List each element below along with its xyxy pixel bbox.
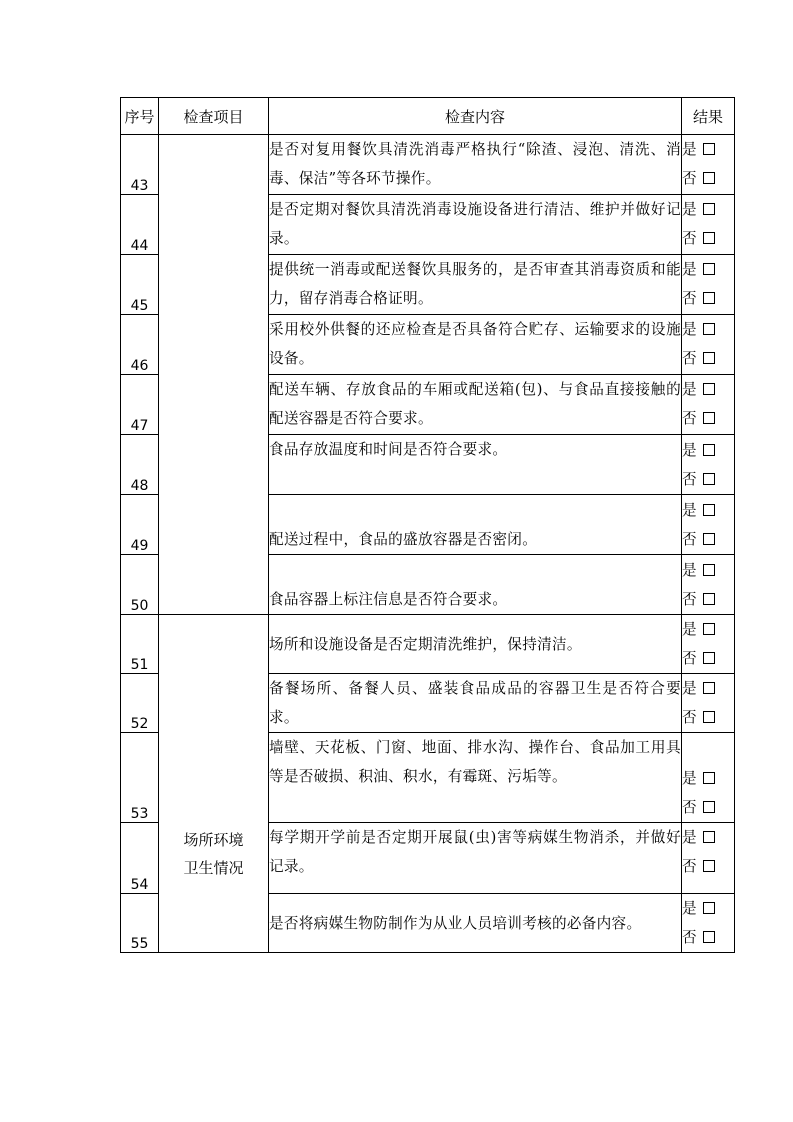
table-row xyxy=(121,615,735,674)
no-label: 否 xyxy=(682,929,697,946)
yes-label: 是 xyxy=(682,621,697,638)
result-options xyxy=(682,255,735,315)
no-checkbox[interactable] xyxy=(703,292,715,304)
result-yes[interactable] xyxy=(682,315,734,344)
yes-checkbox[interactable] xyxy=(703,323,715,335)
yes-label: 是 xyxy=(682,321,697,338)
check-content: 提供统一消毒或配送餐饮具服务的，是否审查其消毒资质和能力，留存消毒合格证明。 xyxy=(269,255,682,315)
no-label: 否 xyxy=(682,858,697,875)
result-options xyxy=(682,894,735,953)
header-num: 序号 xyxy=(121,98,159,135)
header-content: 检查内容 xyxy=(269,98,682,135)
result-yes[interactable] xyxy=(682,135,734,164)
result-no[interactable] xyxy=(682,585,734,614)
result-options xyxy=(682,195,735,255)
check-content: 备餐场所、备餐人员、盛装食品成品的容器卫生是否符合要求。 xyxy=(269,674,682,733)
result-options xyxy=(682,435,735,495)
no-checkbox[interactable] xyxy=(703,352,715,364)
check-content: 场所和设施设备是否定期清洗维护，保持清洁。 xyxy=(269,615,682,674)
no-label: 否 xyxy=(682,471,697,488)
row-number: 55 xyxy=(121,894,159,953)
row-number: 53 xyxy=(121,733,159,823)
result-yes[interactable] xyxy=(682,195,734,224)
yes-label: 是 xyxy=(682,381,697,398)
yes-label: 是 xyxy=(682,680,697,697)
result-options xyxy=(682,823,735,894)
no-label: 否 xyxy=(682,591,697,608)
check-content: 是否对复用餐饮具清洗消毒严格执行“除渣、浸泡、清洗、消毒、保洁”等各环节操作。 xyxy=(269,135,682,195)
row-number: 54 xyxy=(121,823,159,894)
result-yes[interactable] xyxy=(682,764,734,793)
no-checkbox[interactable] xyxy=(703,232,715,244)
row-number: 51 xyxy=(121,615,159,674)
row-number: 45 xyxy=(121,255,159,315)
result-options xyxy=(682,733,735,823)
no-label: 否 xyxy=(682,350,697,367)
result-no[interactable] xyxy=(682,224,734,253)
result-no[interactable] xyxy=(682,644,734,673)
result-no[interactable] xyxy=(682,703,734,732)
no-checkbox[interactable] xyxy=(703,801,715,813)
no-checkbox[interactable] xyxy=(703,172,715,184)
table-header-row xyxy=(121,98,735,135)
yes-label: 是 xyxy=(682,201,697,218)
row-number: 47 xyxy=(121,375,159,435)
row-number: 44 xyxy=(121,195,159,255)
no-checkbox[interactable] xyxy=(703,593,715,605)
no-label: 否 xyxy=(682,230,697,247)
yes-checkbox[interactable] xyxy=(703,143,715,155)
row-number: 48 xyxy=(121,435,159,495)
table-row xyxy=(121,135,735,195)
result-options xyxy=(682,135,735,195)
yes-label: 是 xyxy=(682,261,697,278)
no-label: 否 xyxy=(682,410,697,427)
yes-checkbox[interactable] xyxy=(703,623,715,635)
result-options xyxy=(682,375,735,435)
check-content: 是否将病媒生物防制作为从业人员培训考核的必备内容。 xyxy=(269,894,682,953)
result-yes[interactable] xyxy=(682,674,734,703)
no-label: 否 xyxy=(682,170,697,187)
section-b-line1: 场所环境 xyxy=(183,831,244,849)
check-content: 是否定期对餐饮具清洗消毒设施设备进行清洁、维护并做好记录。 xyxy=(269,195,682,255)
check-content: 墙壁、天花板、门窗、地面、排水沟、操作台、食品加工用具等是否破损、积油、积水，有霉斑、污垢等。 xyxy=(269,733,682,823)
result-options xyxy=(682,315,735,375)
yes-checkbox[interactable] xyxy=(703,504,715,516)
check-content: 每学期开学前是否定期开展鼠(虫)害等病媒生物消杀，并做好记录。 xyxy=(269,823,682,894)
result-yes[interactable] xyxy=(682,496,734,525)
yes-checkbox[interactable] xyxy=(703,564,715,576)
check-content: 配送过程中，食品的盛放容器是否密闭。 xyxy=(269,495,682,555)
check-content: 配送车辆、存放食品的车厢或配送箱(包)、与食品直接接触的配送容器是否符合要求。 xyxy=(269,375,682,435)
yes-checkbox[interactable] xyxy=(703,263,715,275)
header-item: 检查项目 xyxy=(159,98,269,135)
yes-checkbox[interactable] xyxy=(703,772,715,784)
result-no[interactable] xyxy=(682,404,734,433)
result-options xyxy=(682,555,735,615)
section-b-line2: 卫生情况 xyxy=(183,859,244,877)
result-no[interactable] xyxy=(682,284,734,313)
no-checkbox[interactable] xyxy=(703,473,715,485)
yes-checkbox[interactable] xyxy=(703,682,715,694)
yes-checkbox[interactable] xyxy=(703,831,715,843)
result-options xyxy=(682,495,735,555)
yes-label: 是 xyxy=(682,502,697,519)
yes-label: 是 xyxy=(682,141,697,158)
yes-checkbox[interactable] xyxy=(703,383,715,395)
no-label: 否 xyxy=(682,799,697,816)
result-yes[interactable] xyxy=(682,556,734,585)
no-checkbox[interactable] xyxy=(703,711,715,723)
result-yes[interactable] xyxy=(682,436,734,465)
check-item-section-a xyxy=(159,135,269,615)
no-label: 否 xyxy=(682,709,697,726)
row-number: 49 xyxy=(121,495,159,555)
no-checkbox[interactable] xyxy=(703,412,715,424)
no-label: 否 xyxy=(682,531,697,548)
result-no[interactable] xyxy=(682,923,734,952)
row-number: 52 xyxy=(121,674,159,733)
header-result: 结果 xyxy=(682,98,735,135)
result-yes[interactable] xyxy=(682,255,734,284)
result-yes[interactable] xyxy=(682,823,734,852)
row-number: 46 xyxy=(121,315,159,375)
result-no[interactable] xyxy=(682,852,734,881)
inspection-table xyxy=(120,97,735,953)
no-checkbox[interactable] xyxy=(703,652,715,664)
yes-label: 是 xyxy=(682,770,697,787)
row-number: 43 xyxy=(121,135,159,195)
no-checkbox[interactable] xyxy=(703,533,715,545)
result-no[interactable] xyxy=(682,164,734,193)
result-no[interactable] xyxy=(682,525,734,554)
check-content: 采用校外供餐的还应检查是否具备符合贮存、运输要求的设施设备。 xyxy=(269,315,682,375)
yes-label: 是 xyxy=(682,562,697,579)
result-no[interactable] xyxy=(682,793,734,822)
yes-label: 是 xyxy=(682,900,697,917)
yes-checkbox[interactable] xyxy=(703,444,715,456)
no-checkbox[interactable] xyxy=(703,931,715,943)
result-yes[interactable] xyxy=(682,615,734,644)
result-options xyxy=(682,615,735,674)
result-options xyxy=(682,674,735,733)
check-content: 食品存放温度和时间是否符合要求。 xyxy=(269,435,682,495)
yes-label: 是 xyxy=(682,829,697,846)
no-label: 否 xyxy=(682,290,697,307)
row-number: 50 xyxy=(121,555,159,615)
result-no[interactable] xyxy=(682,465,734,494)
check-item-section-b xyxy=(159,615,269,953)
no-label: 否 xyxy=(682,650,697,667)
no-checkbox[interactable] xyxy=(703,860,715,872)
result-yes[interactable] xyxy=(682,894,734,923)
yes-checkbox[interactable] xyxy=(703,203,715,215)
yes-label: 是 xyxy=(682,442,697,459)
result-yes[interactable] xyxy=(682,375,734,404)
result-no[interactable] xyxy=(682,344,734,373)
check-content: 食品容器上标注信息是否符合要求。 xyxy=(269,555,682,615)
yes-checkbox[interactable] xyxy=(703,902,715,914)
